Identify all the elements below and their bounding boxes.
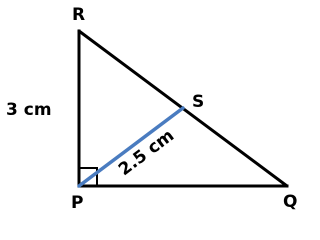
side-pr-length-label: 3 cm: [6, 100, 52, 120]
vertex-label-r: R: [72, 5, 86, 25]
vertex-label-p: P: [71, 193, 84, 213]
segment-ps-length-label: 2.5 cm: [114, 125, 179, 180]
vertex-label-q: Q: [283, 192, 298, 212]
vertex-label-s: S: [192, 92, 205, 112]
